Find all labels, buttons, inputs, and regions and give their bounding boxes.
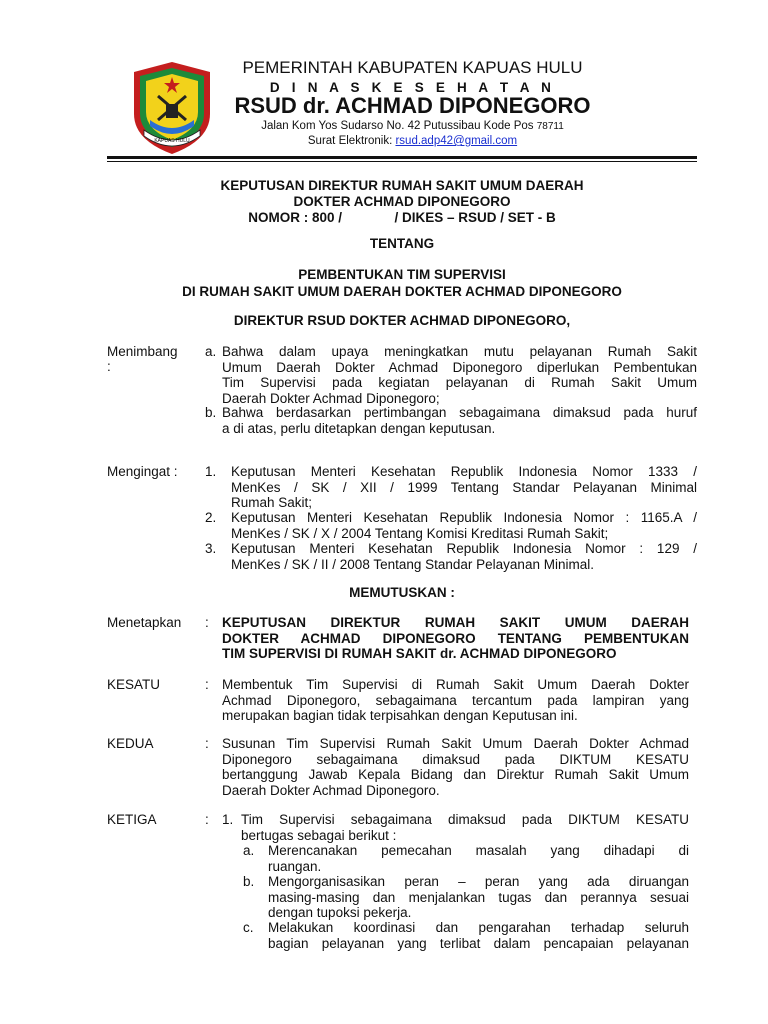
kedua-label: KEDUA	[107, 736, 154, 751]
menetapkan-label: Menetapkan	[107, 615, 182, 630]
kedua-colon: :	[205, 736, 209, 751]
subject-line1: PEMBENTUKAN TIM SUPERVISI	[298, 267, 506, 282]
ketiga-b-text: Mengorganisasikan peran – peran yang ada diruangan masing-masing dan menjalankan tugas dan perannya sesuai dengan tupoksi pekerja.	[268, 874, 689, 920]
svg-text:KAPUAS HULU: KAPUAS HULU	[154, 138, 190, 144]
ketiga-colon: :	[205, 812, 209, 827]
mengingat-2-marker: 2.	[205, 510, 217, 525]
menetapkan-colon: :	[205, 615, 209, 630]
header-address: Jalan Kom Yos Sudarso No. 42 Putussibau Kode Pos 78711	[261, 120, 564, 132]
decree-title-line2: DOKTER ACHMAD DIPONEGORO	[293, 194, 511, 209]
director-heading: DIREKTUR RSUD DOKTER ACHMAD DIPONEGORO,	[233, 313, 571, 328]
kedua-text: Susunan Tim Supervisi Rumah Sakit Umum Daerah Dokter Achmad Diponegoro sebagaimana dimaksud pada DIKTUM KESATU bertanggung Jawab Kepala Bidang dan Direktur Rumah Sakit Umum Daerah Dokter Achmad Diponegoro.	[222, 736, 689, 798]
mengingat-1-text: Keputusan Menteri Kesehatan Republik Indonesia Nomor 1333 / MenKes / SK / XII / 1999 Tentang Standar Pelayanan Minimal Rumah Sakit;	[231, 464, 697, 510]
letterhead-rule-thick	[107, 156, 697, 159]
kesatu-colon: :	[205, 677, 209, 692]
tentang-heading: TENTANG	[369, 236, 435, 251]
ketiga-a-marker: a.	[243, 843, 255, 858]
letterhead-rule-thin	[107, 161, 697, 162]
menimbang-b-marker: b.	[205, 405, 217, 420]
menimbang-a-text: Bahwa dalam upaya meningkatkan mutu pelayanan Rumah Sakit Umum Daerah Dokter Achmad Diponegoro diperlukan Pembentukan Tim Supervisi pada kegiatan pelayanan di Rumah Sakit Umum Daerah Dokter Achmad Diponegoro;	[222, 344, 697, 406]
menimbang-a-marker: a.	[205, 344, 217, 359]
subject-line2: DI RUMAH SAKIT UMUM DAERAH DOKTER ACHMAD DIPONEGORO	[182, 284, 622, 299]
mengingat-3-text: Keputusan Menteri Kesehatan Republik Indonesia Nomor : 129 / MenKes / SK / II / 2008 Tentang Standar Pelayanan Minimal.	[231, 541, 697, 572]
mengingat-1-marker: 1.	[205, 464, 217, 479]
ketiga-1-marker: 1.	[222, 812, 234, 827]
menetapkan-text: KEPUTUSAN DIREKTUR RUMAH SAKIT UMUM DAERAH DOKTER ACHMAD DIPONEGORO TENTANG PEMBENTUKAN TIM SUPERVISI DI RUMAH SAKIT dr. ACHMAD DIPONEGORO	[222, 615, 689, 661]
regency-emblem-logo	[130, 60, 214, 156]
kesatu-text: Membentuk Tim Supervisi di Rumah Sakit Umum Daerah Dokter Achmad Diponegoro, sebagaimana tercantum pada lampiran yang merupakan bagian tidak terpisahkan dengan Keputusan ini.	[222, 677, 689, 723]
header-hospital-name: RSUD dr. ACHMAD DIPONEGORO	[234, 93, 591, 118]
header-government: PEMERINTAH KABUPATEN KAPUAS HULU	[242, 58, 583, 77]
header-agency: D I N A S K E S E H A T A N	[269, 80, 556, 95]
mengingat-label: Mengingat :	[107, 464, 178, 479]
postal-code: 78711	[536, 121, 564, 132]
decree-number: NOMOR : 800 / / DIKES – RSUD / SET - B	[248, 210, 556, 225]
ketiga-b-marker: b.	[243, 874, 255, 889]
mengingat-3-marker: 3.	[205, 541, 217, 556]
decree-title-line1: KEPUTUSAN DIREKTUR RUMAH SAKIT UMUM DAERAH	[220, 178, 584, 193]
menimbang-b-text: Bahwa berdasarkan pertimbangan sebagaimana dimaksud pada huruf a di atas, perlu ditetapkan dengan keputusan.	[222, 405, 697, 436]
memutuskan-heading: MEMUTUSKAN :	[349, 585, 455, 600]
menimbang-colon: :	[107, 359, 111, 374]
ketiga-c-marker: c.	[243, 920, 254, 935]
ketiga-c-text: Melakukan koordinasi dan pengarahan terhadap seluruh bagian pelayanan yang terlibat dalam pencapaian pelayanan	[268, 920, 689, 951]
kesatu-label: KESATU	[107, 677, 161, 692]
ketiga-a-text: Merencanakan pemecahan masalah yang dihadapi di ruangan.	[268, 843, 689, 874]
menimbang-label: Menimbang	[107, 344, 178, 359]
email-link[interactable]: rsud.adp42@gmail.com	[395, 135, 518, 147]
ketiga-1-text: Tim Supervisi sebagaimana dimaksud pada DIKTUM KESATU bertugas sebagai berikut :	[241, 812, 689, 843]
header-email-line: Surat Elektronik: rsud.adp42@gmail.com	[307, 135, 518, 147]
ketiga-label: KETIGA	[107, 812, 157, 827]
mengingat-2-text: Keputusan Menteri Kesehatan Republik Indonesia Nomor : 1165.A / MenKes / SK / X / 2004 Tentang Komisi Kreditasi Rumah Sakit;	[231, 510, 697, 541]
